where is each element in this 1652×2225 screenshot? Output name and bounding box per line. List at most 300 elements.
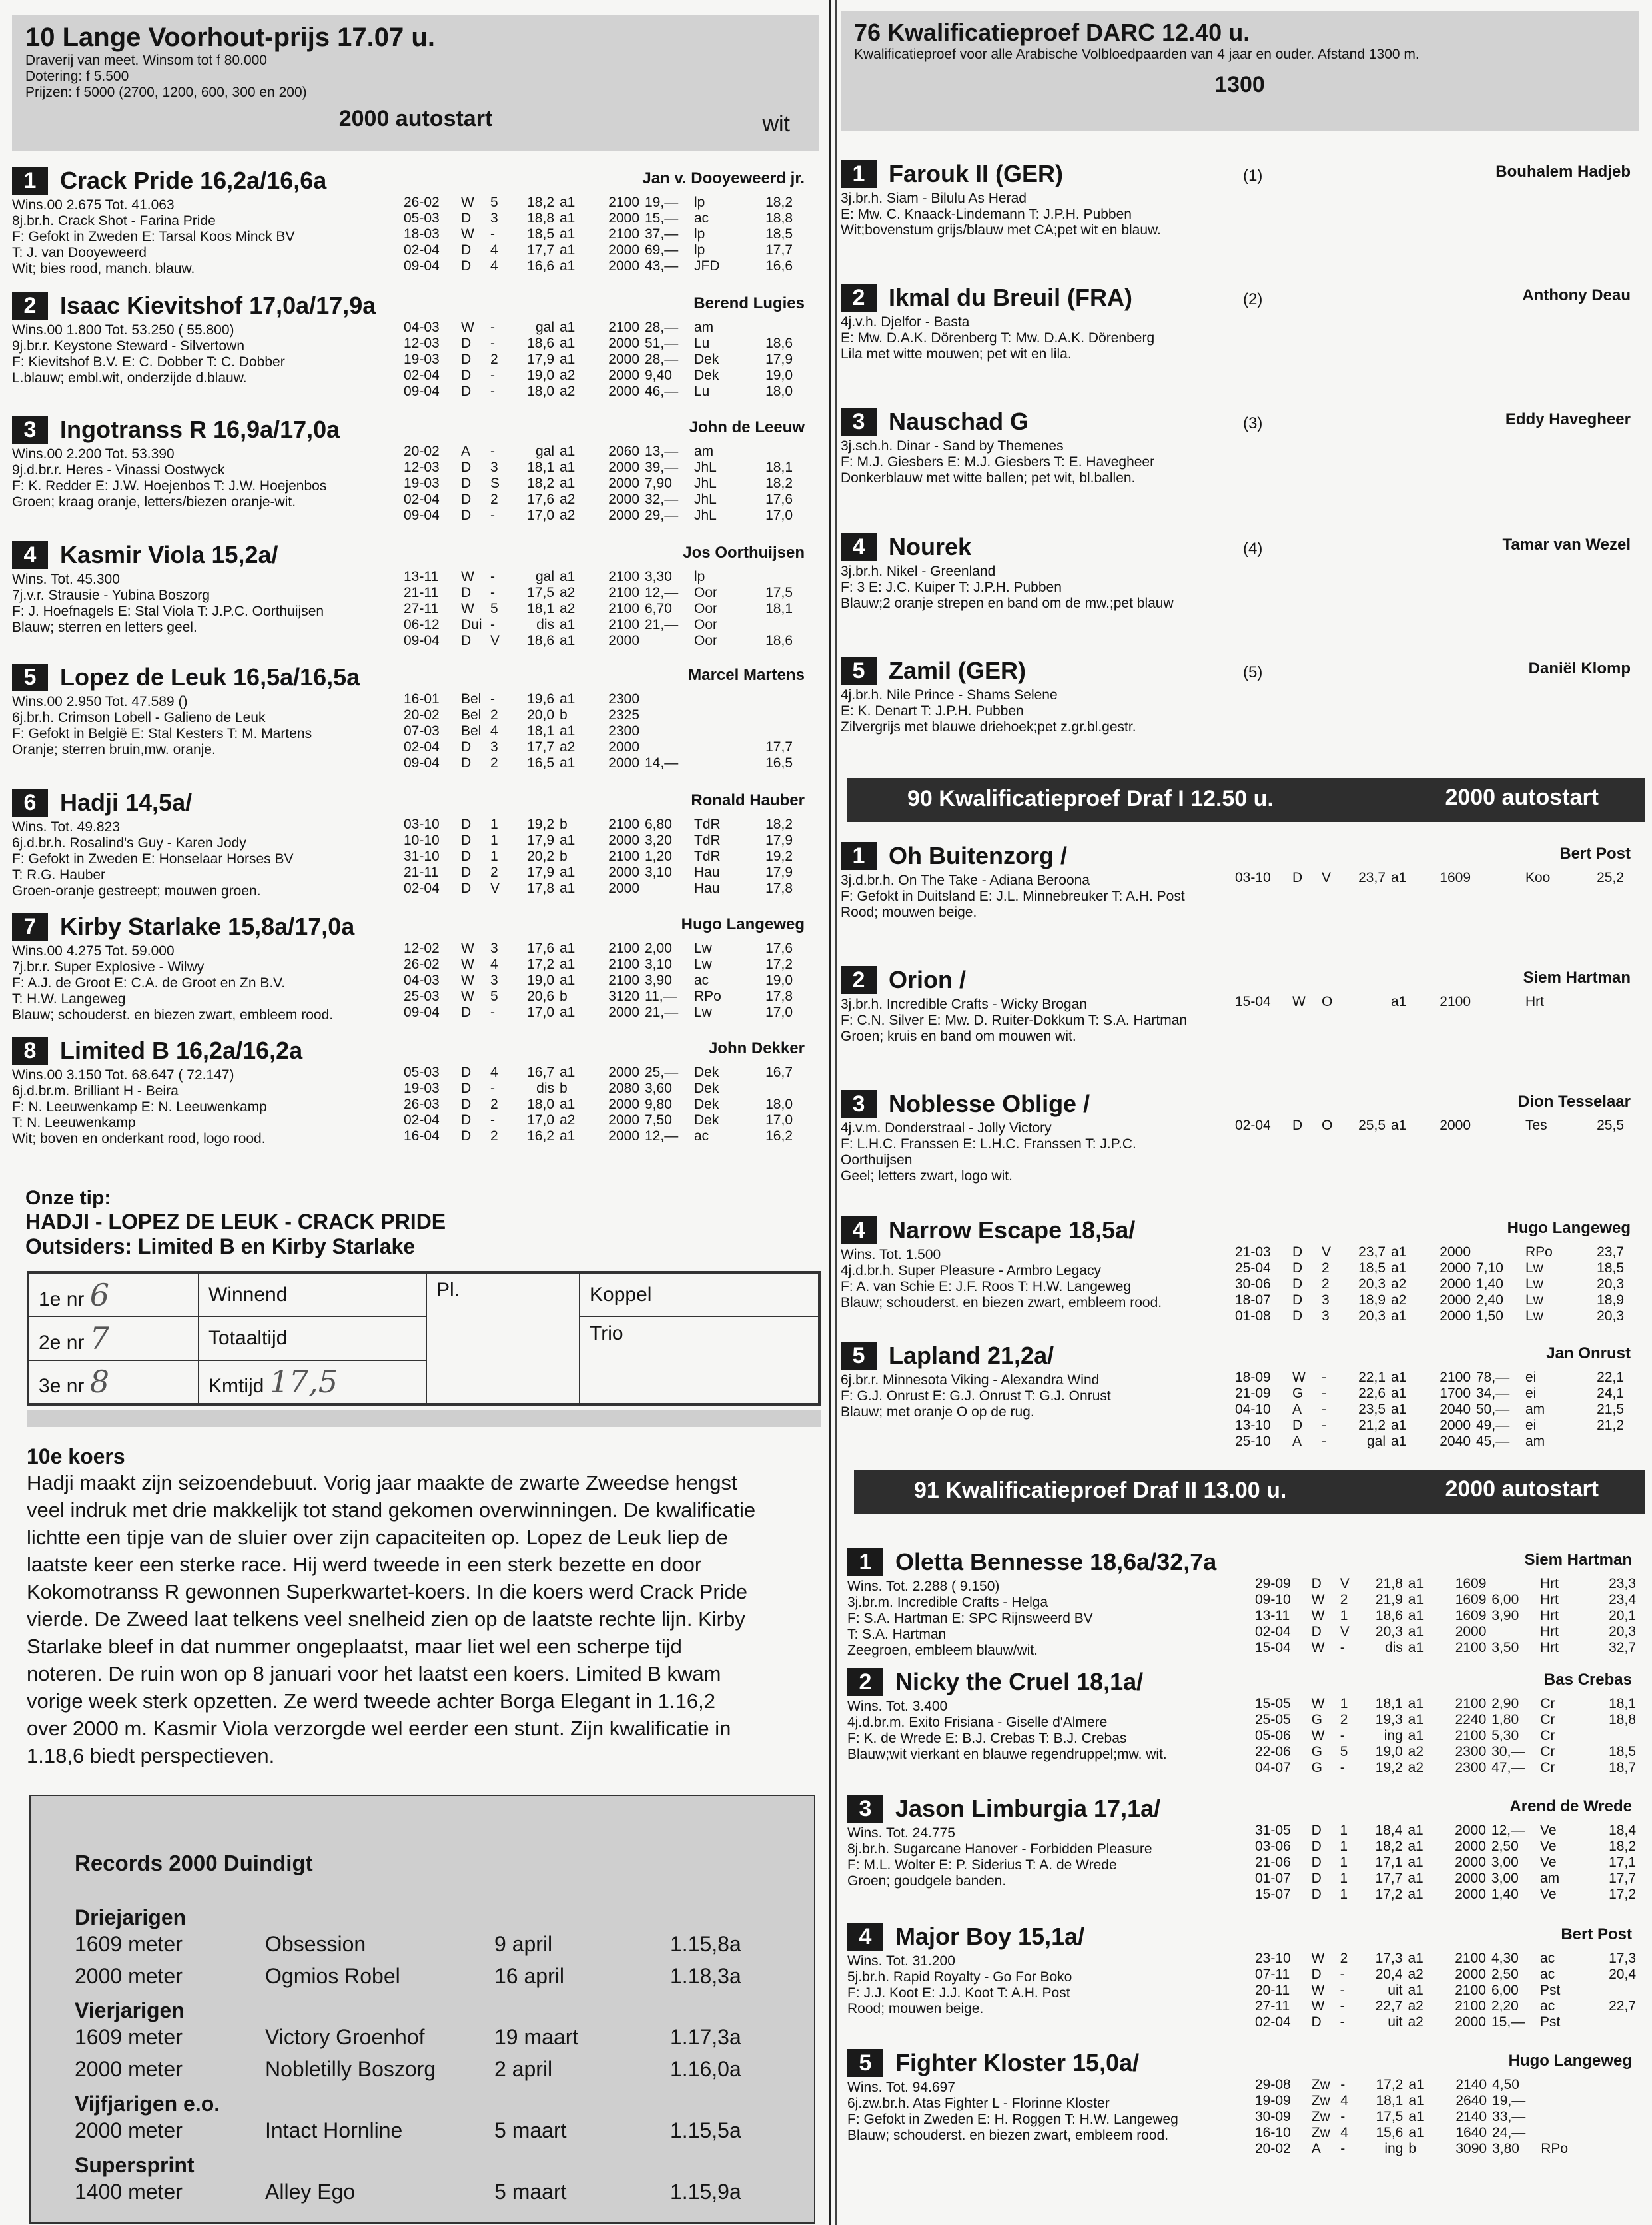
form-cell: 15-04: [1255, 1640, 1291, 1655]
form-cell: 4: [490, 1065, 498, 1080]
form-cell: dis: [536, 1081, 554, 1096]
form-cell: -: [490, 691, 495, 707]
horse-info-line: T: J. van Dooyeweerd: [12, 245, 147, 260]
form-cell: 1: [1340, 1839, 1348, 1854]
form-cell: 25,5: [1597, 1118, 1624, 1133]
form-cell: 20,0: [527, 707, 554, 723]
form-cell: 19,0: [1375, 1744, 1403, 1759]
horse-info-line: Groen; kraag oranje, letters/biezen oranje-wit.: [12, 494, 296, 510]
driver-name: Bert Post: [1561, 1925, 1632, 1943]
form-cell: 1609: [1440, 870, 1471, 885]
form-cell: 5: [490, 601, 498, 616]
koers-line: lichtte een tipje van de sluier over zijn capaciteiten op. Lopez de Leuk liep de: [27, 1526, 728, 1549]
horse-info: [841, 314, 1637, 362]
form-cell: -: [1340, 1728, 1345, 1743]
form-cell: a1: [1391, 1118, 1407, 1133]
form-cell: 26-03: [404, 1097, 440, 1112]
form-cell: 25,—: [645, 1065, 679, 1080]
form-cell: Lw: [1525, 1308, 1543, 1324]
records-cell: 9 april: [494, 1932, 553, 1956]
horse-entry: [841, 160, 1637, 273]
form-cell: Pst: [1540, 2014, 1561, 2030]
form-cell: Cr: [1540, 1760, 1555, 1775]
horse-number: 8: [12, 1037, 48, 1065]
driver-name: Hugo Langeweg: [681, 915, 805, 933]
horse-info: [841, 564, 1637, 612]
horse-info-line: F: 3 E: J.C. Kuiper T: J.P.H. Pubben: [841, 580, 1062, 595]
form-grid: [1232, 870, 1627, 886]
form-table: [1252, 1576, 1639, 1656]
form-cell: 2000: [608, 1005, 639, 1020]
form-cell: 1: [1340, 1871, 1348, 1886]
form-cell: -: [490, 617, 495, 632]
form-cell: ing: [1384, 1728, 1403, 1743]
horse-entry: [841, 1342, 1637, 1462]
form-cell: 12,—: [645, 1128, 679, 1144]
form-cell: 18,2: [527, 195, 554, 210]
form-cell: D: [1292, 1308, 1303, 1324]
form-cell: Lw: [694, 941, 712, 956]
form-cell: [642, 723, 691, 739]
form-table: [401, 941, 795, 1021]
driver-name: Tamar van Wezel: [1502, 536, 1631, 554]
horse-info-line: 7j.br.r. Super Explosive - Wilwy: [12, 959, 205, 975]
form-cell: a1: [1408, 1640, 1424, 1655]
form-table: [401, 817, 795, 897]
form-cell: 4: [490, 957, 498, 972]
hand-number-2: 7: [89, 1320, 110, 1356]
form-cell: 1640: [1455, 2125, 1487, 2140]
start-position: (5): [1243, 664, 1263, 681]
form-cell: 18,1: [765, 460, 793, 475]
form-cell: -: [1340, 1760, 1345, 1775]
horse-number: 5: [12, 664, 48, 691]
form-table: [401, 444, 795, 524]
form-cell: a1: [1391, 1402, 1407, 1417]
form-cell: 06-12: [404, 617, 440, 632]
form-cell: a1: [560, 336, 576, 351]
form-cell: 2000: [1455, 1624, 1487, 1639]
form-cell: D: [461, 460, 472, 475]
form-cell: Ve: [1539, 1839, 1557, 1854]
form-cell: 43,—: [645, 258, 679, 274]
horse-name-row: [841, 842, 1637, 870]
race-10-header: [12, 15, 819, 151]
form-row: [401, 817, 795, 833]
form-cell: 6,00: [1491, 1983, 1519, 1998]
koers-text: [27, 1469, 826, 1769]
horse-info-line: 4j.v.m. Donderstraal - Jolly Victory: [841, 1120, 1052, 1136]
form-cell: 2100: [608, 957, 639, 972]
form-cell: D: [461, 1112, 472, 1128]
form-cell: 2100: [608, 601, 639, 616]
form-cell: 24,—: [1492, 2125, 1526, 2140]
form-cell: a1: [1391, 994, 1407, 1009]
form-cell: a2: [560, 601, 576, 616]
form-cell: ing: [1384, 2141, 1404, 2156]
form-cell: a2: [1408, 1760, 1424, 1775]
horse-entry: [847, 1548, 1639, 1668]
hand-number-3: 8: [89, 1364, 110, 1400]
form-cell: -: [1322, 1418, 1326, 1433]
form-cell: 20-02: [1255, 2141, 1291, 2156]
form-cell: 19,—: [645, 195, 679, 210]
form-cell: ac: [694, 211, 709, 226]
driver-name: Bas Crebas: [1543, 1671, 1632, 1689]
horse-entry: [12, 664, 811, 783]
form-cell: 17,9: [765, 833, 793, 848]
form-row: [401, 336, 795, 352]
form-cell: 18,8: [527, 211, 554, 226]
form-cell: JhL: [694, 492, 717, 507]
horse-info-line: 9j.br.r. Keystone Steward - Silvertown: [12, 338, 244, 354]
form-cell: 2100: [608, 817, 639, 832]
form-cell: a1: [1391, 1418, 1407, 1433]
horse-name: Nauschad G: [889, 408, 1029, 435]
form-cell: 18,2: [765, 817, 793, 832]
form-cell: 37,—: [645, 226, 679, 242]
form-cell: 17,8: [527, 881, 554, 896]
horse-info-line: F: K. de Wrede E: B.J. Crebas T: B.J. Crebas: [847, 1731, 1127, 1746]
form-cell: lp: [694, 242, 705, 258]
form-cell: -: [490, 226, 495, 242]
form-cell: 20,3: [1597, 1308, 1624, 1324]
form-cell: 9,40: [645, 368, 672, 383]
form-cell: 3,60: [645, 1081, 672, 1096]
form-cell: 18,6: [527, 336, 554, 351]
form-cell: 25-03: [404, 989, 440, 1004]
form-cell: D: [461, 1005, 472, 1020]
form-cell: 3: [490, 460, 498, 475]
horse-info-line: Blauw; schouderst. en biezen zwart, embleem rood.: [12, 1007, 334, 1023]
form-cell: 16-04: [404, 1128, 440, 1144]
records-cell: 1.15,9a: [670, 2180, 741, 2204]
form-cell: D: [461, 817, 472, 832]
form-cell: 2: [1340, 1951, 1348, 1966]
form-row: [401, 1005, 795, 1021]
form-cell: [1594, 1728, 1639, 1744]
koers-line: Starlake bleef in dat nummer ongeplaatst, maar liet wel een scherpe tijd: [27, 1635, 682, 1658]
horse-info-line: 6j.br.h. Crimson Lobell - Galieno de Leuk: [12, 710, 266, 725]
form-cell: D: [461, 1128, 472, 1144]
horse-info-line: F: Gefokt in Duitsland E: J.L. Minnebreuker T: A.H. Post: [841, 889, 1185, 904]
records-cell: 1609 meter: [75, 1932, 183, 1956]
horse-number: 3: [847, 1795, 883, 1823]
form-cell: 20,2: [527, 849, 554, 864]
form-cell: -: [1340, 1999, 1345, 2014]
form-grid: [401, 195, 795, 274]
horse-name: Nicky the Cruel 18,1a/: [895, 1668, 1144, 1695]
race-10-line: Draverij van meet. Winsom tot f 80.000: [25, 53, 267, 68]
form-cell: 2300: [608, 723, 639, 739]
horse-info-line: T: S.A. Hartman: [847, 1627, 947, 1642]
form-row: [401, 723, 795, 739]
form-cell: 25-05: [1255, 1712, 1291, 1727]
form-cell: -: [1322, 1370, 1326, 1385]
form-cell: 50,—: [1476, 1402, 1510, 1417]
form-cell: JhL: [694, 476, 717, 491]
form-cell: 2100: [608, 585, 639, 600]
form-cell: a1: [560, 352, 576, 367]
horse-info-line: Wins.00 1.800 Tot. 53.250 ( 55.800): [12, 322, 234, 338]
form-cell: 18,1: [527, 601, 554, 616]
driver-name: Bert Post: [1559, 845, 1631, 863]
form-cell: 49,—: [1476, 1418, 1510, 1433]
horse-info-line: 6j.d.br.h. Rosalind's Guy - Karen Jody: [12, 835, 246, 851]
horse-info-line: 3j.br.h. Incredible Crafts - Wicky Brogan: [841, 997, 1087, 1012]
form-cell: 09-04: [404, 384, 440, 399]
form-cell: W: [1311, 1696, 1325, 1711]
form-row: [401, 368, 795, 384]
form-cell: 2000: [608, 258, 639, 274]
form-cell: D: [461, 865, 472, 880]
form-row: [401, 1112, 795, 1128]
form-cell: 10-10: [404, 833, 440, 848]
horse-entry: [847, 1668, 1639, 1788]
form-cell: b: [560, 989, 568, 1004]
form-cell: 02-04: [404, 881, 440, 896]
form-cell: 20,3: [1609, 1624, 1636, 1639]
form-cell: 19,—: [1492, 2093, 1526, 2108]
form-cell: a1: [1408, 1839, 1424, 1854]
form-cell: [1473, 1244, 1523, 1260]
form-cell: 15-07: [1255, 1887, 1291, 1902]
form-cell: 19-03: [404, 352, 440, 367]
form-cell: 3,20: [645, 833, 672, 848]
form-row: [1252, 1871, 1639, 1887]
form-cell: -: [490, 320, 495, 335]
horse-number: 1: [847, 1548, 883, 1576]
column-divider-secondary: [835, 0, 837, 2225]
horse-info-line: F: Kievitshof B.V. E: C. Dobber T: C. Dobber: [12, 354, 285, 370]
form-row: [1252, 1712, 1639, 1728]
form-cell: D: [1292, 1260, 1303, 1276]
form-row: [1252, 1999, 1639, 2014]
form-cell: Hau: [694, 881, 720, 896]
form-cell: [1489, 1576, 1537, 1592]
form-cell: 13-11: [404, 569, 439, 584]
form-cell: Dek: [694, 352, 719, 367]
race-76-line: Kwalificatieproef voor alle Arabische Volbloedpaarden van 4 jaar en ouder. Afstand 1300 m.: [854, 47, 1420, 62]
form-cell: 18,0: [527, 1097, 554, 1112]
form-cell: 2000: [608, 368, 639, 383]
horse-name-row: [847, 1548, 1639, 1576]
hand-kmtijd: 17,5: [269, 1364, 338, 1400]
form-cell: 1: [1340, 1887, 1348, 1902]
form-cell: a1: [1408, 1712, 1424, 1727]
form-cell: D: [461, 881, 472, 896]
form-cell: 19,2: [1375, 1760, 1403, 1775]
form-cell: 29-08: [1255, 2077, 1291, 2092]
horse-info-line: Oranje; sterren bruin,mw. oranje.: [12, 742, 216, 757]
race-10-line: Dotering: f 5.500: [25, 69, 129, 84]
form-cell: 3,90: [1491, 1608, 1519, 1623]
form-cell: 2100: [608, 569, 639, 584]
form-cell: 33,—: [1492, 2109, 1526, 2124]
form-cell: 20,4: [1609, 1967, 1636, 1982]
form-cell: 45,—: [1476, 1434, 1510, 1449]
horse-info-line: 4j.d.br.h. Super Pleasure - Armbro Legacy: [841, 1263, 1102, 1278]
form-cell: -: [1340, 2077, 1346, 2092]
form-cell: 29-09: [1255, 1576, 1291, 1591]
form-table: [1252, 2077, 1639, 2157]
form-cell: 17,6: [527, 941, 554, 956]
form-cell: 2000: [608, 508, 639, 523]
form-cell: [1489, 1624, 1537, 1640]
form-row: [1232, 870, 1627, 886]
form-cell: 2100: [1455, 1640, 1487, 1655]
form-cell: 2000: [608, 460, 639, 475]
form-cell: ei: [1525, 1386, 1537, 1401]
form-cell: Ve: [1539, 1855, 1557, 1870]
form-cell: 18,5: [1609, 1744, 1636, 1759]
form-cell: JFD: [694, 258, 720, 274]
koers-line: veel indruk met drie makkelijk tot stand gekomen overwinningen. De kwalificatie: [27, 1498, 756, 1522]
race-90-distance: 2000 autostart: [1445, 785, 1599, 810]
form-cell: 3: [490, 739, 498, 755]
form-cell: -: [1322, 1434, 1326, 1449]
form-row: [1252, 1887, 1639, 1903]
form-row: [1252, 1855, 1639, 1871]
form-cell: a1: [1391, 870, 1407, 885]
form-cell: 3: [490, 211, 498, 226]
form-cell: 19,0: [765, 973, 793, 988]
records-cell: 1.17,3a: [670, 2025, 741, 2049]
form-cell: 24,1: [1597, 1386, 1624, 1401]
form-cell: [642, 881, 691, 897]
records-cell: Intact Hornline: [265, 2118, 403, 2142]
form-cell: a1: [560, 460, 576, 475]
form-cell: 20,1: [1609, 1608, 1636, 1623]
form-cell: gal: [535, 320, 554, 335]
form-cell: Bel: [461, 707, 482, 723]
form-cell: O: [1322, 1118, 1333, 1133]
records-category: Vijfjarigen e.o.: [75, 2092, 220, 2116]
form-cell: 21,2: [1597, 1418, 1624, 1433]
form-row: [1252, 1696, 1639, 1712]
form-cell: D: [461, 755, 472, 771]
form-cell: 23,5: [1358, 1402, 1386, 1417]
driver-name: Anthony Deau: [1522, 286, 1631, 304]
horse-info-line: Groen-oranje gestreept; mouwen groen.: [12, 883, 261, 899]
horse-info-line: Blauw;2 oranje strepen en band om de mw.;pet blauw: [841, 596, 1174, 611]
form-row: [1252, 1576, 1639, 1592]
horse-name: Major Boy 15,1a/: [895, 1923, 1085, 1950]
form-cell: 02-04: [404, 368, 440, 383]
form-cell: 14,—: [645, 755, 679, 771]
form-grid: [1232, 1118, 1627, 1134]
form-cell: 18,5: [527, 226, 554, 242]
horse-info-line: L.blauw; embl.wit, onderzijde d.blauw.: [12, 370, 247, 386]
form-cell: 09-04: [404, 755, 440, 771]
driver-name: Dion Tesselaar: [1518, 1093, 1631, 1111]
form-cell: 18,6: [765, 336, 793, 351]
form-row: [401, 211, 795, 226]
form-cell: 2,50: [1491, 1967, 1519, 1982]
form-cell: [1343, 994, 1388, 1010]
form-cell: G: [1292, 1386, 1304, 1401]
form-cell: A: [1292, 1402, 1302, 1417]
form-cell: 5: [490, 989, 498, 1004]
form-cell: 2,40: [1476, 1292, 1503, 1308]
form-cell: 1,40: [1491, 1887, 1519, 1902]
form-cell: 2000: [1440, 1418, 1471, 1433]
form-grid: [401, 1065, 795, 1144]
records-cell: 1.15,8a: [670, 1932, 741, 1956]
form-cell: 1609: [1455, 1592, 1487, 1607]
form-cell: 02-04: [404, 739, 440, 755]
form-grid: [1252, 1951, 1639, 2030]
form-cell: 2000: [1455, 1823, 1486, 1838]
driver-name: Berend Lugies: [693, 294, 805, 312]
form-table: [401, 195, 795, 274]
form-cell: 18,1: [1376, 2093, 1404, 2108]
form-cell: b: [560, 1081, 568, 1096]
form-cell: -: [1340, 1640, 1345, 1655]
form-cell: 2000: [1455, 1855, 1486, 1870]
form-cell: V: [1322, 870, 1332, 885]
form-cell: -: [490, 585, 495, 600]
form-cell: S: [490, 476, 500, 491]
form-cell: 19,3: [1375, 1712, 1403, 1727]
form-cell: 34,—: [1476, 1386, 1510, 1401]
form-row: [1232, 1402, 1627, 1418]
form-cell: 17,5: [765, 585, 793, 600]
form-cell: D: [461, 352, 472, 367]
race-90-header: [847, 778, 1645, 822]
form-row: [1252, 2014, 1639, 2030]
form-cell: ei: [1525, 1370, 1537, 1385]
form-cell: -: [490, 1005, 495, 1020]
horse-number: 3: [841, 408, 877, 436]
horse-entry: [12, 167, 811, 286]
horse-info-line: 3j.br.m. Incredible Crafts - Helga: [847, 1595, 1048, 1610]
records-cell: 1400 meter: [75, 2180, 183, 2204]
form-cell: uit: [1388, 2014, 1403, 2030]
records-box: [29, 1795, 815, 2224]
form-cell: 2000: [608, 1065, 639, 1080]
form-cell: 2000: [1455, 2014, 1486, 2030]
driver-name: Hugo Langeweg: [1508, 2052, 1632, 2070]
form-cell: 21-11: [404, 585, 439, 600]
form-row: [401, 1128, 795, 1144]
form-cell: 4: [490, 723, 498, 739]
form-cell: Ve: [1539, 1887, 1557, 1902]
form-row: [401, 569, 795, 585]
horse-name: Orion /: [889, 966, 966, 993]
driver-name: Daniël Klomp: [1528, 660, 1631, 677]
form-cell: Hrt: [1539, 1608, 1559, 1623]
form-row: [401, 585, 795, 601]
form-cell: [1473, 870, 1523, 886]
start-position: (3): [1243, 414, 1263, 432]
form-cell: 30,—: [1491, 1744, 1525, 1759]
form-cell: 51,—: [645, 336, 679, 351]
form-cell: 1: [1340, 1855, 1348, 1870]
form-cell: D: [1292, 870, 1303, 885]
horse-info: [841, 438, 1637, 486]
form-cell: a1: [1408, 1576, 1424, 1591]
horse-number: 4: [12, 541, 48, 569]
form-cell: D: [461, 585, 472, 600]
horse-info-line: 8j.br.h. Crack Shot - Farina Pride: [12, 213, 216, 228]
form-cell: 11,—: [645, 989, 677, 1004]
horse-info-line: F: C.N. Silver E: Mw. D. Ruiter-Dokkum T: S.A. Hartman: [841, 1013, 1188, 1028]
form-cell: Zw: [1311, 2077, 1330, 2092]
form-cell: 3: [490, 973, 498, 988]
form-cell: a1: [560, 1065, 576, 1080]
grid-r3: 3e nr: [39, 1375, 85, 1398]
